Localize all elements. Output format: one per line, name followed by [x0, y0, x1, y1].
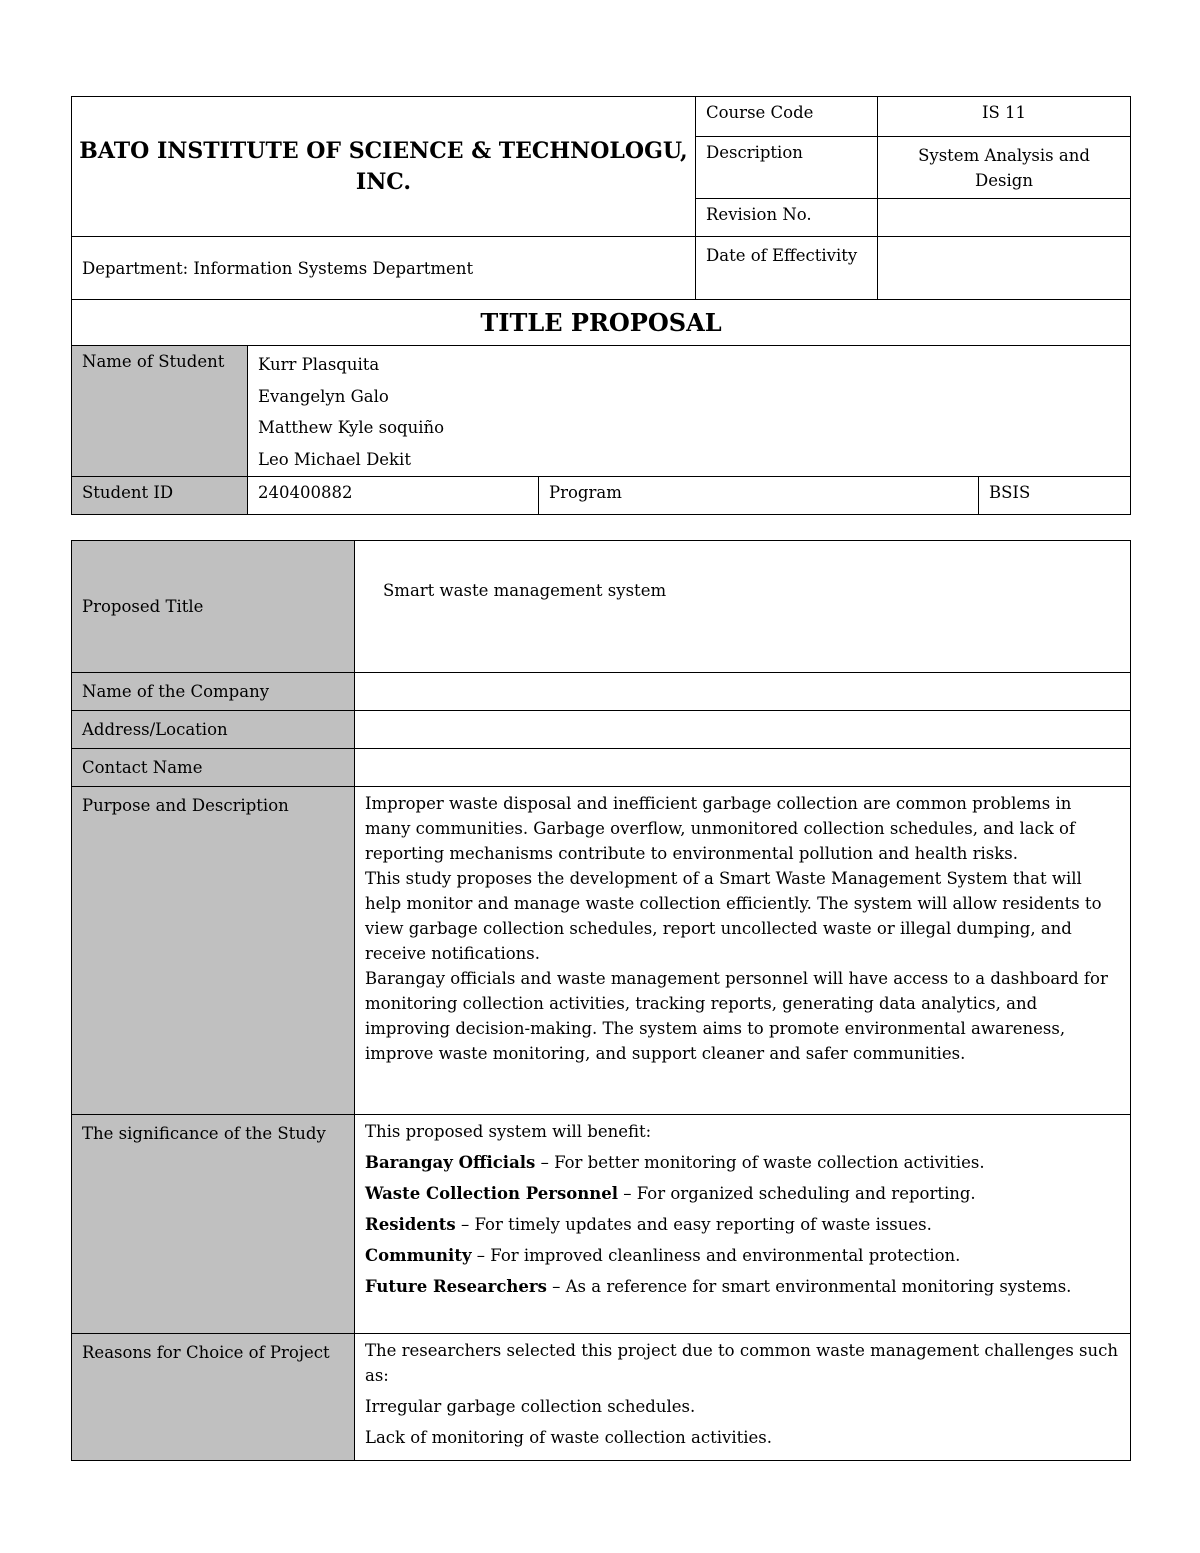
student-id-value: 240400882: [248, 477, 539, 515]
contact-label: Contact Name: [72, 749, 355, 787]
program-label: Program: [539, 477, 979, 515]
reasons-content: [355, 1334, 1131, 1461]
course-code-value: IS 11: [878, 97, 1131, 137]
beneficiary-name: Future Researchers: [365, 1277, 547, 1296]
program-value: BSIS: [979, 477, 1131, 515]
contact-value: [355, 749, 1131, 787]
proposed-title-value: Smart waste management system: [355, 541, 1131, 673]
student-name: Evangelyn Galo: [258, 386, 389, 406]
beneficiary-name: Residents: [365, 1215, 456, 1234]
beneficiary-item: Residents – For timely updates and easy reporting of waste issues.: [365, 1215, 932, 1234]
significance-content: [355, 1115, 1131, 1334]
purpose-paragraph: This study proposes the development of a Smart Waste Management System that will help monitor and manage waste collection efficiently. The system will allow residents to view garbage collection schedules, report uncollected waste or illegal dumping, and receive notifications.: [365, 869, 1102, 963]
course-code-label: Course Code: [696, 97, 878, 137]
student-name: Kurr Plasquita: [258, 355, 380, 374]
form-title: TITLE PROPOSAL: [72, 300, 1131, 346]
significance-intro: This proposed system will benefit:: [365, 1122, 652, 1141]
proposed-title-label: Proposed Title: [72, 541, 355, 673]
purpose-paragraph: Barangay officials and waste management personnel will have access to a dashboard for monitoring collection activities, tracking reports, generating data analytics, and improving decision-making. The system aims to promote environmental awareness, improve waste monitoring, and support cleaner and safer communities.: [365, 969, 1108, 1063]
proposal-table: [71, 540, 1131, 1461]
address-label: Address/Location: [72, 711, 355, 749]
date-effectivity-label: Date of Effectivity: [696, 237, 878, 300]
revision-value: [878, 199, 1131, 237]
address-value: [355, 711, 1131, 749]
header-table: [71, 96, 1131, 515]
purpose-description: [355, 787, 1131, 1115]
beneficiary-item: Future Researchers – As a reference for smart environmental monitoring systems.: [365, 1277, 1072, 1296]
student-name: Leo Michael Dekit: [258, 449, 411, 469]
reasons-intro: The researchers selected this project due to common waste management challenges such as:: [365, 1341, 1119, 1385]
date-effectivity-value: [878, 237, 1131, 300]
revision-label: Revision No.: [696, 199, 878, 237]
reasons-label: Reasons for Choice of Project: [72, 1334, 355, 1461]
beneficiary-item: Barangay Officials – For better monitoring of waste collection activities.: [365, 1153, 985, 1172]
institution-name: BATO INSTITUTE OF SCIENCE & TECHNOLOGU, INC.: [72, 97, 696, 237]
department: Department: Information Systems Department: [72, 237, 696, 300]
company-value: [355, 673, 1131, 711]
purpose-label: Purpose and Description: [72, 787, 355, 1115]
purpose-paragraph: Improper waste disposal and inefficient garbage collection are common problems in many communities. Garbage overflow, unmonitored collection schedules, and lack of reporting mechanisms contribute to environmental pollution and health risks.: [365, 794, 1076, 863]
company-label: Name of the Company: [72, 673, 355, 711]
beneficiary-name: Barangay Officials: [365, 1153, 536, 1172]
beneficiary-item: Waste Collection Personnel – For organized scheduling and reporting.: [365, 1184, 976, 1203]
beneficiary-item: Community – For improved cleanliness and environmental protection.: [365, 1246, 961, 1265]
description-value: System Analysis and Design: [878, 137, 1131, 199]
reason-item: Lack of monitoring of waste collection activities.: [365, 1428, 772, 1447]
student-name: Matthew Kyle soquiño: [258, 418, 445, 437]
significance-label: The significance of the Study: [72, 1115, 355, 1334]
student-names: [248, 346, 1131, 477]
student-id-label: Student ID: [72, 477, 248, 515]
description-label: Description: [696, 137, 878, 199]
reason-item: Irregular garbage collection schedules.: [365, 1397, 696, 1416]
beneficiary-name: Community: [365, 1246, 472, 1265]
student-name-label: Name of Student: [72, 346, 248, 477]
beneficiary-name: Waste Collection Personnel: [365, 1184, 619, 1203]
